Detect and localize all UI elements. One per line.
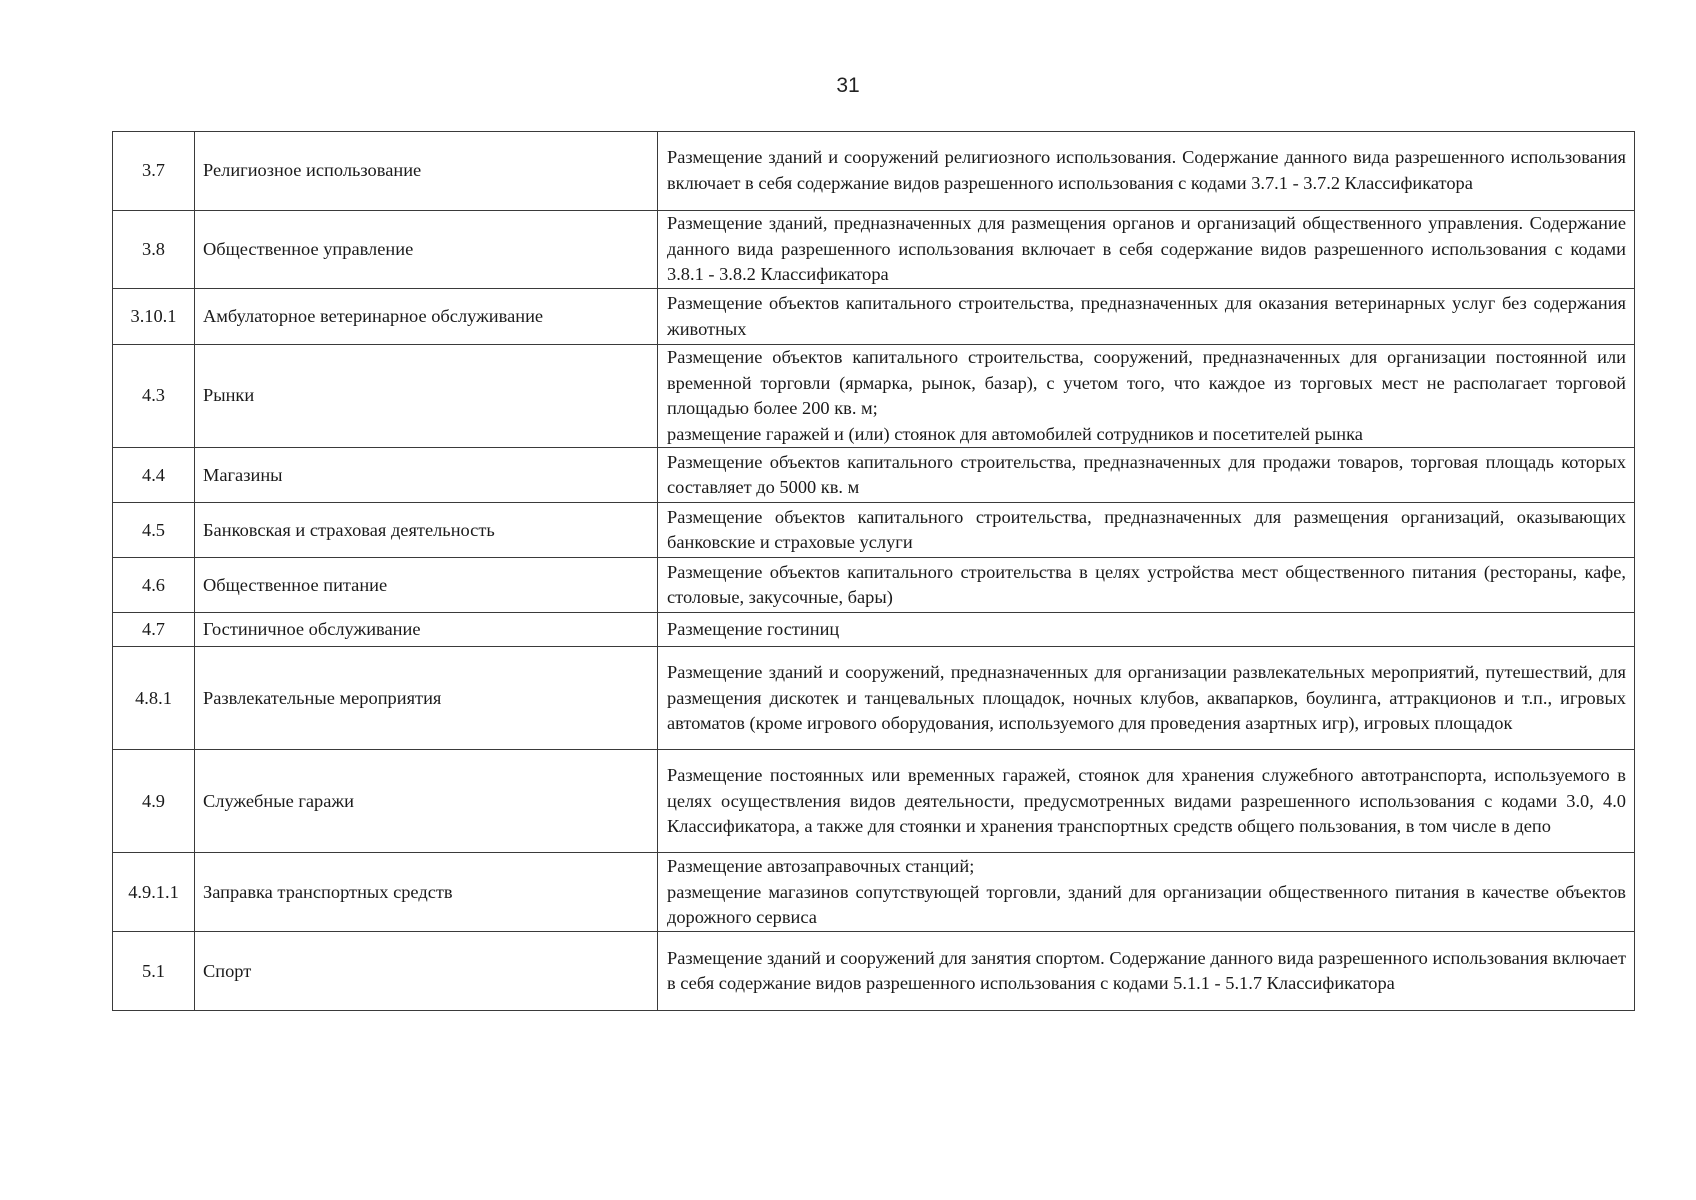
name-cell: Банковская и страховая деятельность [195, 503, 658, 558]
code-cell: 4.5 [113, 503, 195, 558]
code-cell: 3.8 [113, 211, 195, 289]
code-cell: 4.9 [113, 750, 195, 853]
table-body [113, 132, 1635, 1011]
table-row [113, 211, 1635, 289]
description-paragraph: размещение магазинов сопутствующей торговли, зданий для организации общественного питания в качестве объектов дорожного сервиса [667, 881, 1626, 928]
description-paragraph: Размещение объектов капитального строительства, предназначенных для продажи товаров, торговая площадь которых составляет до 5000 кв. м [667, 451, 1626, 498]
description-paragraph: Размещение постоянных или временных гаражей, стоянок для хранения служебного автотранспорта, используемого в целях осуществления видов деятельности, предусмотренных видами разрешенного использования с кодами 3.0, 4.0 Классификатора, а также для стоянки и хранения транспортных средств общего пользования, в том числе в депо [667, 764, 1626, 837]
table-row [113, 558, 1635, 613]
table-row [113, 613, 1635, 647]
description-paragraph: Размещение гостиниц [667, 619, 840, 640]
table-row [113, 345, 1635, 448]
description-cell [658, 750, 1635, 853]
description-cell [658, 558, 1635, 613]
name-cell: Гостиничное обслуживание [195, 613, 658, 647]
code-cell: 3.7 [113, 132, 195, 211]
table-row [113, 932, 1635, 1011]
description-paragraph: Размещение зданий и сооружений, предназначенных для организации развлекательных мероприятий, путешествий, для размещения дискотек и танцевальных площадок, ночных клубов, аквапарков, боулинга, аттракционов и т.п., игровых автоматов (кроме игрового оборудования, используемого для проведения азартных игр), игровых площадок [667, 661, 1626, 734]
description-cell [658, 289, 1635, 345]
description-cell [658, 853, 1635, 932]
table-row [113, 503, 1635, 558]
description-paragraph: Размещение объектов капитального строительства в целях устройства мест общественного питания (рестораны, кафе, столовые, закусочные, бары) [667, 561, 1626, 608]
description-paragraph: Размещение объектов капитального строительства, предназначенных для размещения организаций, оказывающих банковские и страховые услуги [667, 506, 1626, 553]
code-cell: 4.8.1 [113, 647, 195, 750]
name-cell: Общественное управление [195, 211, 658, 289]
description-paragraph: Размещение объектов капитального строительства, предназначенных для оказания ветеринарных услуг без содержания животных [667, 292, 1626, 339]
name-cell: Рынки [195, 345, 658, 448]
description-cell [658, 211, 1635, 289]
code-cell: 3.10.1 [113, 289, 195, 345]
name-cell: Развлекательные мероприятия [195, 647, 658, 750]
page-number: 31 [836, 74, 860, 97]
name-cell: Амбулаторное ветеринарное обслуживание [195, 289, 658, 345]
description-paragraph: Размещение объектов капитального строительства, сооружений, предназначенных для организации постоянной или временной торговли (ярмарка, рынок, базар), с учетом того, что каждое из торговых мест не располагает торговой площадью более 200 кв. м; [667, 347, 1626, 419]
code-cell: 4.3 [113, 345, 195, 448]
code-cell: 4.7 [113, 613, 195, 647]
description-paragraph: Размещение зданий и сооружений религиозного использования. Содержание данного вида разрешенного использования включает в себя содержание видов разрешенного использования с кодами 3.7.1 - 3.7.2 Классификатора [667, 147, 1626, 193]
table-row [113, 750, 1635, 853]
name-cell: Заправка транспортных средств [195, 853, 658, 932]
name-cell: Религиозное использование [195, 132, 658, 211]
table-row [113, 853, 1635, 932]
table-row [113, 132, 1635, 211]
description-paragraph: Размещение зданий, предназначенных для размещения органов и организаций общественного управления. Содержание данного вида разрешенного использования включает в себя содержание видов разрешенного использования с кодами 3.8.1 - 3.8.2 Классификатора [667, 213, 1626, 285]
land-use-table [112, 131, 1635, 1011]
code-cell: 4.4 [113, 448, 195, 503]
description-cell [658, 613, 1635, 647]
table-row [113, 289, 1635, 345]
code-cell: 5.1 [113, 932, 195, 1011]
code-cell: 4.9.1.1 [113, 853, 195, 932]
table-row [113, 448, 1635, 503]
description-paragraph: Размещение зданий и сооружений для занятия спортом. Содержание данного вида разрешенного использования включает в себя содержание видов разрешенного использования с кодами 5.1.1 - 5.1.7 Классификатора [667, 947, 1626, 994]
code-cell: 4.6 [113, 558, 195, 613]
name-cell: Общественное питание [195, 558, 658, 613]
name-cell: Служебные гаражи [195, 750, 658, 853]
description-cell [658, 647, 1635, 750]
name-cell: Спорт [195, 932, 658, 1011]
description-cell [658, 132, 1635, 211]
description-cell [658, 932, 1635, 1011]
description-cell [658, 345, 1635, 448]
description-paragraph: Размещение автозаправочных станций; [667, 855, 975, 876]
description-paragraph: размещение гаражей и (или) стоянок для автомобилей сотрудников и посетителей рынка [667, 423, 1363, 444]
description-cell [658, 503, 1635, 558]
description-cell [658, 448, 1635, 503]
table-row [113, 647, 1635, 750]
name-cell: Магазины [195, 448, 658, 503]
